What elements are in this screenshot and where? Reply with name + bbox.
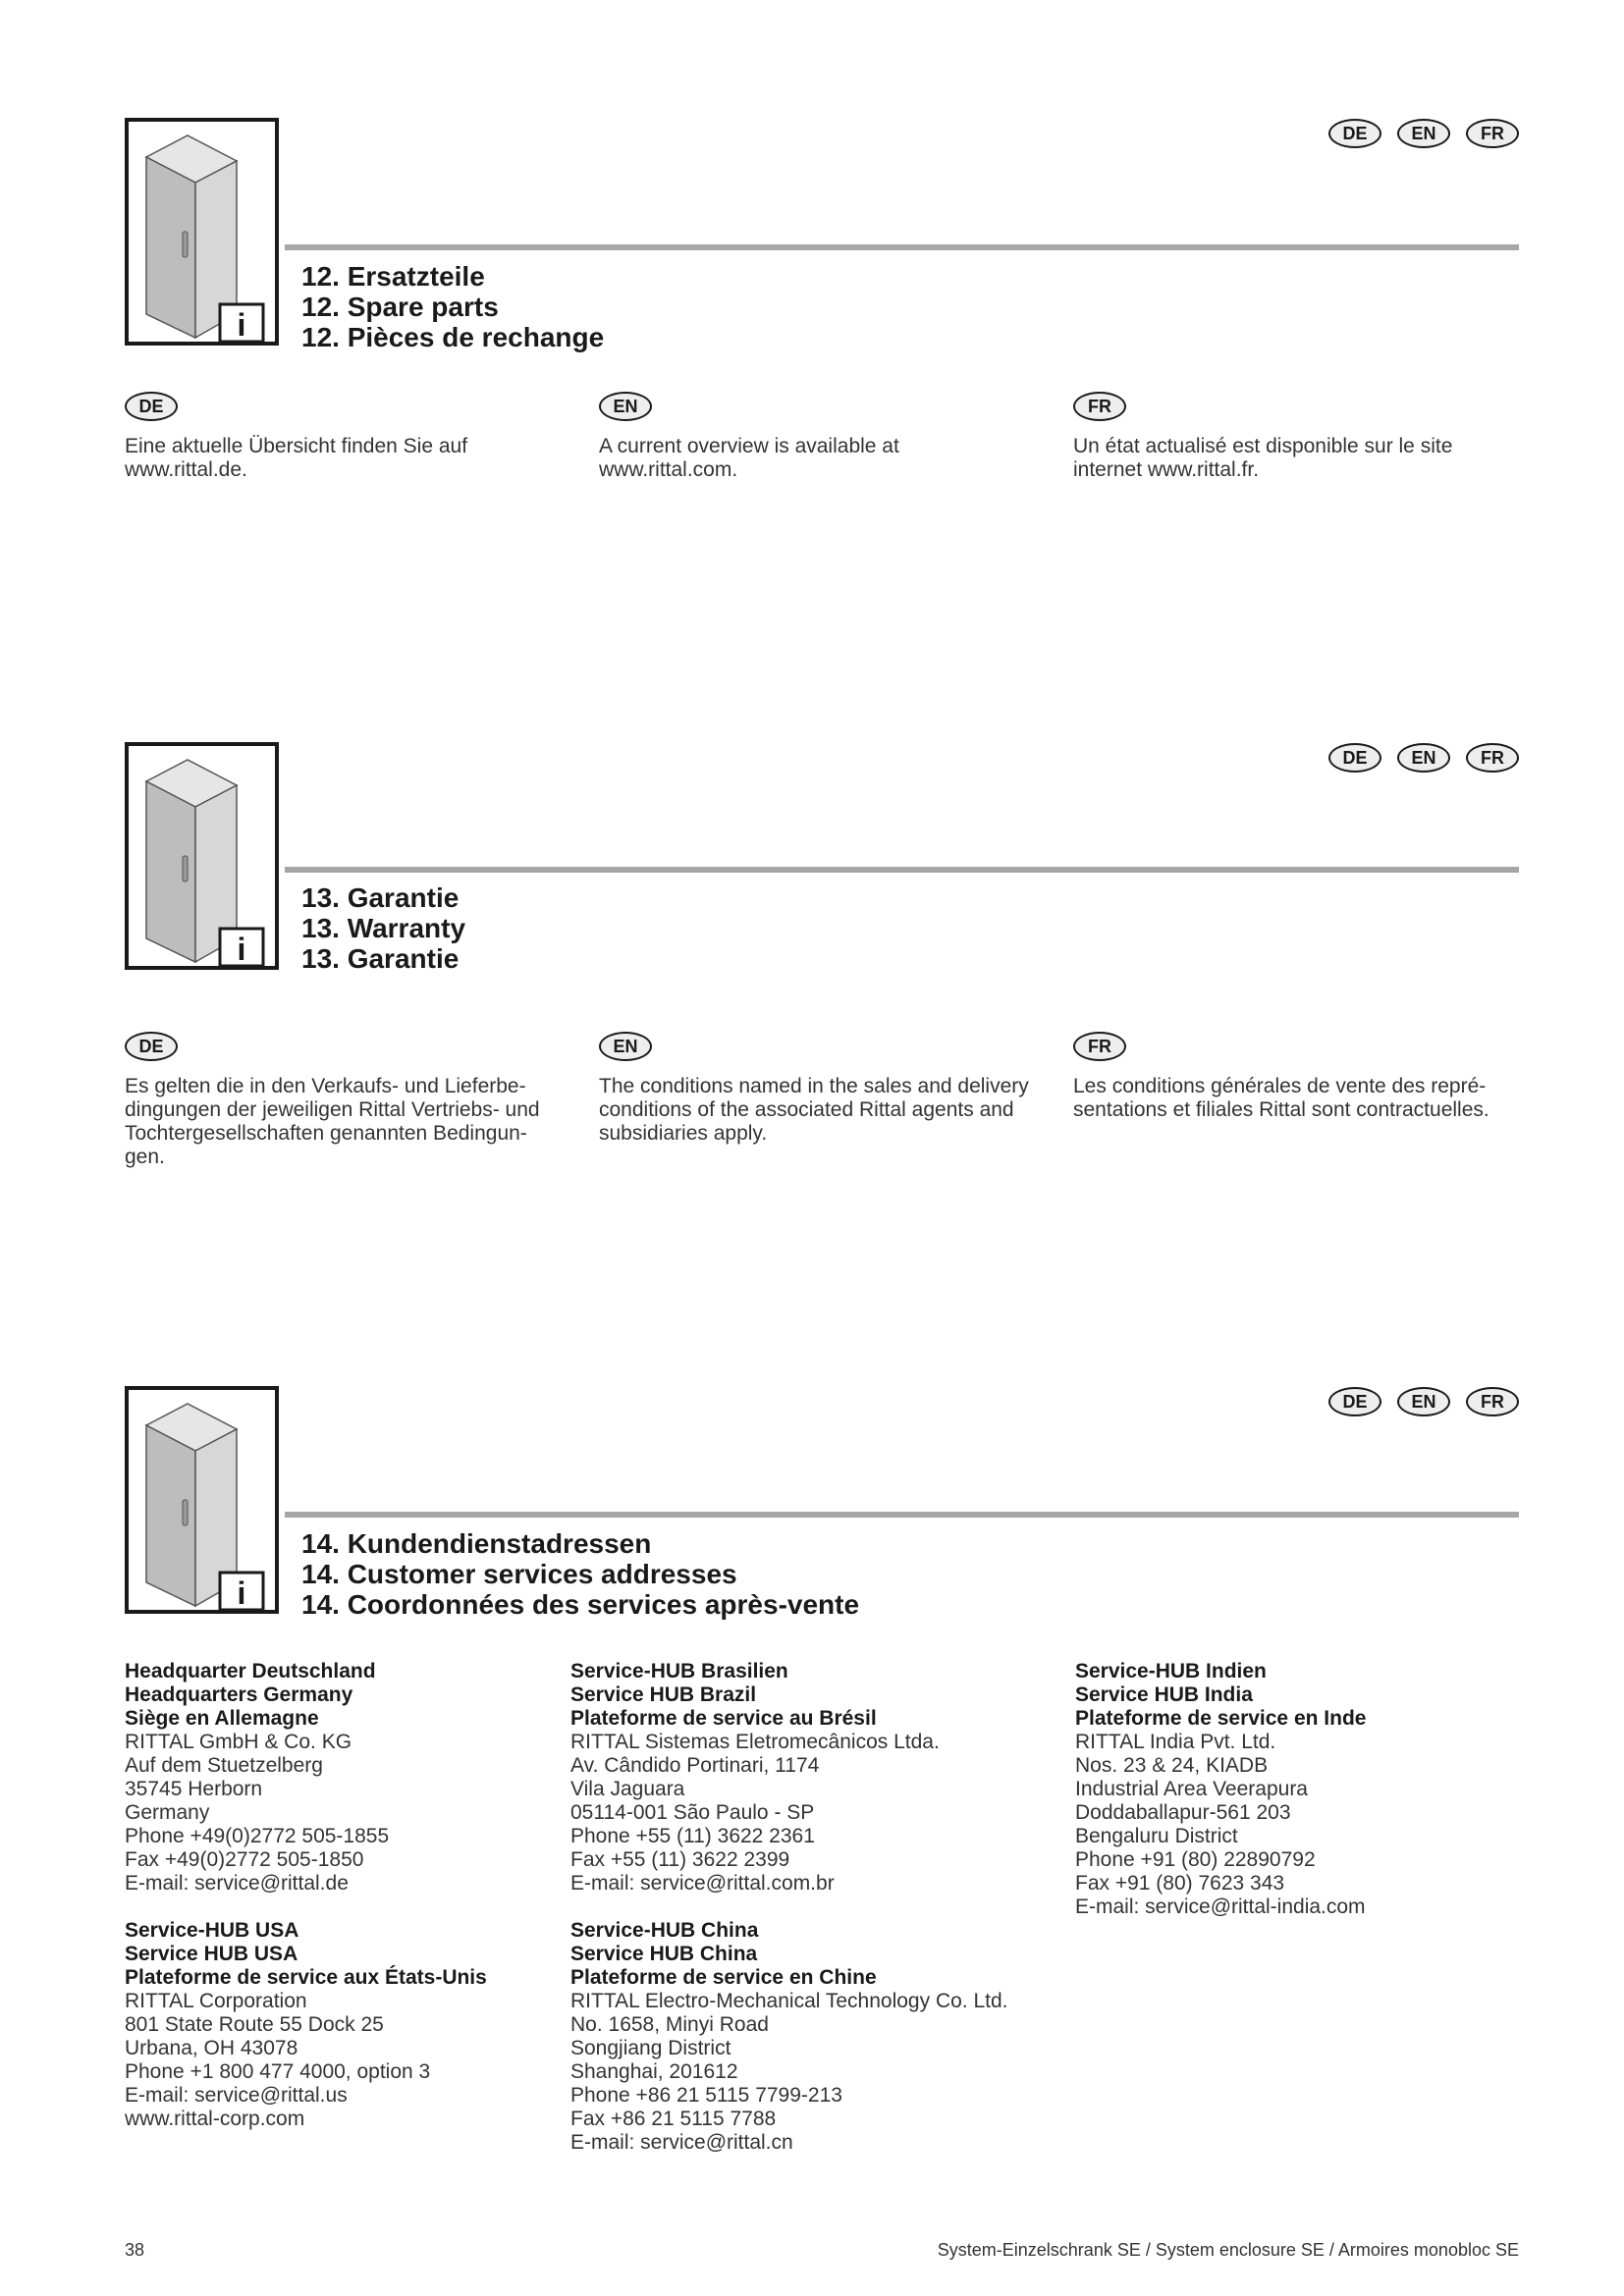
paragraph-de: Eine aktuelle Übersicht finden Sie auf www.rittal.de.: [125, 435, 468, 481]
column-en: [599, 392, 1041, 482]
address-block-service-hub-usa: [125, 1919, 557, 2131]
address-heading: Headquarters Germany: [125, 1683, 353, 1706]
lang-badge-en: EN: [1397, 1387, 1450, 1416]
address-line: Shanghai, 201612: [570, 2060, 738, 2083]
title-de: 13. Garantie: [301, 882, 460, 913]
section-titles: [301, 1528, 859, 1620]
address-line: Vila Jaguara: [570, 1778, 685, 1800]
language-badges: [1328, 119, 1519, 148]
page-number: 38: [125, 2240, 145, 2260]
lang-badge-en: EN: [599, 392, 652, 421]
address-heading: Service HUB USA: [125, 1943, 298, 1965]
section-customer-services: [125, 1386, 1519, 1631]
lang-badge-de: DE: [1328, 1387, 1381, 1416]
email-address[interactable]: E-mail: service@rittal.de: [125, 1872, 349, 1895]
address-heading: Service-HUB China: [570, 1919, 759, 1942]
paragraph-fr: Un état actualisé est disponible sur le site internet www.rittal.fr.: [1073, 435, 1453, 481]
address-line: Phone +91 (80) 22890792: [1075, 1848, 1316, 1871]
language-badges: [1328, 1387, 1519, 1416]
address-line: Nos. 23 & 24, KIADB: [1075, 1754, 1269, 1777]
section-titles: [301, 261, 604, 352]
address-heading: Plateforme de service en Chine: [570, 1966, 877, 1989]
address-line: Phone +1 800 477 4000, option 3: [125, 2060, 431, 2083]
address-block-service-hub-india: [1075, 1660, 1517, 1919]
address-line: 05114-001 São Paulo - SP: [570, 1801, 815, 1824]
paragraph-fr: Les conditions générales de vente des repré-sentations et filiales Rittal sont contractuelles.: [1073, 1075, 1489, 1121]
address-line: Phone +49(0)2772 505-1855: [125, 1825, 390, 1847]
column-de: [125, 1032, 567, 1169]
title-de: 14. Kundendienstadressen: [301, 1528, 652, 1559]
email-address[interactable]: E-mail: service@rittal.us: [125, 2084, 348, 2107]
address-heading: Plateforme de service en Inde: [1075, 1707, 1367, 1730]
section-titles: [301, 882, 465, 974]
address-line: Urbana, OH 43078: [125, 2037, 298, 2059]
address-heading: Service HUB Brazil: [570, 1683, 757, 1706]
address-line: Germany: [125, 1801, 210, 1824]
address-column-1: [125, 1660, 557, 2155]
lang-badge-de: DE: [1328, 119, 1381, 148]
svg-text:i: i: [237, 307, 246, 343]
address-block-service-hub-brazil: [570, 1660, 1061, 1896]
email-address[interactable]: E-mail: service@rittal.cn: [570, 2131, 793, 2154]
title-en: 14. Customer services addresses: [301, 1559, 737, 1589]
address-heading: Plateforme de service au Brésil: [570, 1707, 877, 1730]
lang-badge-fr: FR: [1466, 119, 1519, 148]
column-en: [599, 1032, 1041, 1146]
address-heading: Plateforme de service aux États-Unis: [125, 1966, 487, 1989]
address-heading: Service HUB China: [570, 1943, 758, 1965]
email-address[interactable]: E-mail: service@rittal-india.com: [1075, 1896, 1366, 1918]
address-block-headquarters-germany: [125, 1660, 557, 1896]
address-line: Fax +55 (11) 3622 2399: [570, 1848, 790, 1871]
address-line: Phone +55 (11) 3622 2361: [570, 1825, 815, 1847]
address-line: Bengaluru District: [1075, 1825, 1238, 1847]
lang-badge-fr: FR: [1466, 743, 1519, 773]
lang-badge-fr: FR: [1073, 392, 1126, 421]
language-badges: [1328, 743, 1519, 773]
address-heading: Headquarter Deutschland: [125, 1660, 376, 1682]
section-divider: [285, 867, 1519, 873]
lang-badge-fr: FR: [1466, 1387, 1519, 1416]
svg-text:i: i: [237, 932, 246, 967]
address-column-2: [570, 1660, 1061, 2178]
address-line: Songjiang District: [570, 2037, 731, 2059]
section-warranty: [125, 742, 1519, 1194]
address-line: Doddaballapur-561 203: [1075, 1801, 1291, 1824]
address-line: RITTAL Corporation: [125, 1990, 307, 2012]
address-heading: Service-HUB Indien: [1075, 1660, 1267, 1682]
address-line: Fax +86 21 5115 7788: [570, 2108, 777, 2130]
lang-badge-de: DE: [125, 1032, 178, 1061]
lang-badge-en: EN: [1397, 743, 1450, 773]
title-en: 13. Warranty: [301, 913, 466, 943]
website-link[interactable]: www.rittal-corp.com: [125, 2108, 305, 2130]
lang-badge-de: DE: [125, 392, 178, 421]
address-line: Auf dem Stuetzelberg: [125, 1754, 323, 1777]
address-heading: Siège en Allemagne: [125, 1707, 319, 1730]
title-fr: 14. Coordonnées des services après-vente: [301, 1589, 860, 1620]
address-block-service-hub-china: [570, 1919, 1061, 2155]
address-line: 35745 Herborn: [125, 1778, 263, 1800]
lang-badge-en: EN: [1397, 119, 1450, 148]
address-line: Fax +49(0)2772 505-1850: [125, 1848, 364, 1871]
cabinet-info-icon: [125, 118, 279, 346]
address-heading: Service HUB India: [1075, 1683, 1253, 1706]
section-divider: [285, 1512, 1519, 1518]
column-fr: [1073, 1032, 1515, 1122]
document-title: System-Einzelschrank SE / System enclosure SE / Armoires monobloc SE: [937, 2240, 1519, 2260]
address-line: Av. Cândido Portinari, 1174: [570, 1754, 820, 1777]
address-line: RITTAL India Pvt. Ltd.: [1075, 1731, 1276, 1753]
column-de: [125, 392, 567, 482]
title-fr: 13. Garantie: [301, 943, 460, 974]
title-de: 12. Ersatzteile: [301, 261, 485, 292]
address-line: Fax +91 (80) 7623 343: [1075, 1872, 1285, 1895]
svg-text:i: i: [237, 1575, 246, 1611]
lang-badge-en: EN: [599, 1032, 652, 1061]
address-line: 801 State Route 55 Dock 25: [125, 2013, 384, 2036]
section-divider: [285, 244, 1519, 250]
address-line: RITTAL Electro-Mechanical Technology Co. Ltd.: [570, 1990, 1008, 2012]
paragraph-en: A current overview is available at www.rittal.com.: [599, 435, 899, 481]
address-heading: Service-HUB USA: [125, 1919, 299, 1942]
column-fr: [1073, 392, 1515, 482]
address-column-3: [1075, 1660, 1517, 1943]
section-spare-parts: [125, 118, 1519, 510]
cabinet-info-icon: [125, 1386, 279, 1614]
paragraph-en: The conditions named in the sales and delivery conditions of the associated Rittal agents and subsidiaries apply.: [599, 1075, 1029, 1145]
title-en: 12. Spare parts: [301, 292, 499, 322]
lang-badge-fr: FR: [1073, 1032, 1126, 1061]
address-line: RITTAL Sistemas Eletromecânicos Ltda.: [570, 1731, 940, 1753]
cabinet-info-icon: [125, 742, 279, 970]
address-heading: Service-HUB Brasilien: [570, 1660, 788, 1682]
address-line: RITTAL GmbH & Co. KG: [125, 1731, 352, 1753]
email-address[interactable]: E-mail: service@rittal.com.br: [570, 1872, 835, 1895]
address-line: Phone +86 21 5115 7799-213: [570, 2084, 842, 2107]
address-line: Industrial Area Veerapura: [1075, 1778, 1308, 1800]
address-line: No. 1658, Minyi Road: [570, 2013, 769, 2036]
lang-badge-de: DE: [1328, 743, 1381, 773]
title-fr: 12. Pièces de rechange: [301, 322, 605, 352]
paragraph-de: Es gelten die in den Verkaufs- und Lieferbe-dingungen der jeweiligen Rittal Vertriebs- und Tochtergesellschaften genannten Bedingun-gen.: [125, 1075, 540, 1168]
